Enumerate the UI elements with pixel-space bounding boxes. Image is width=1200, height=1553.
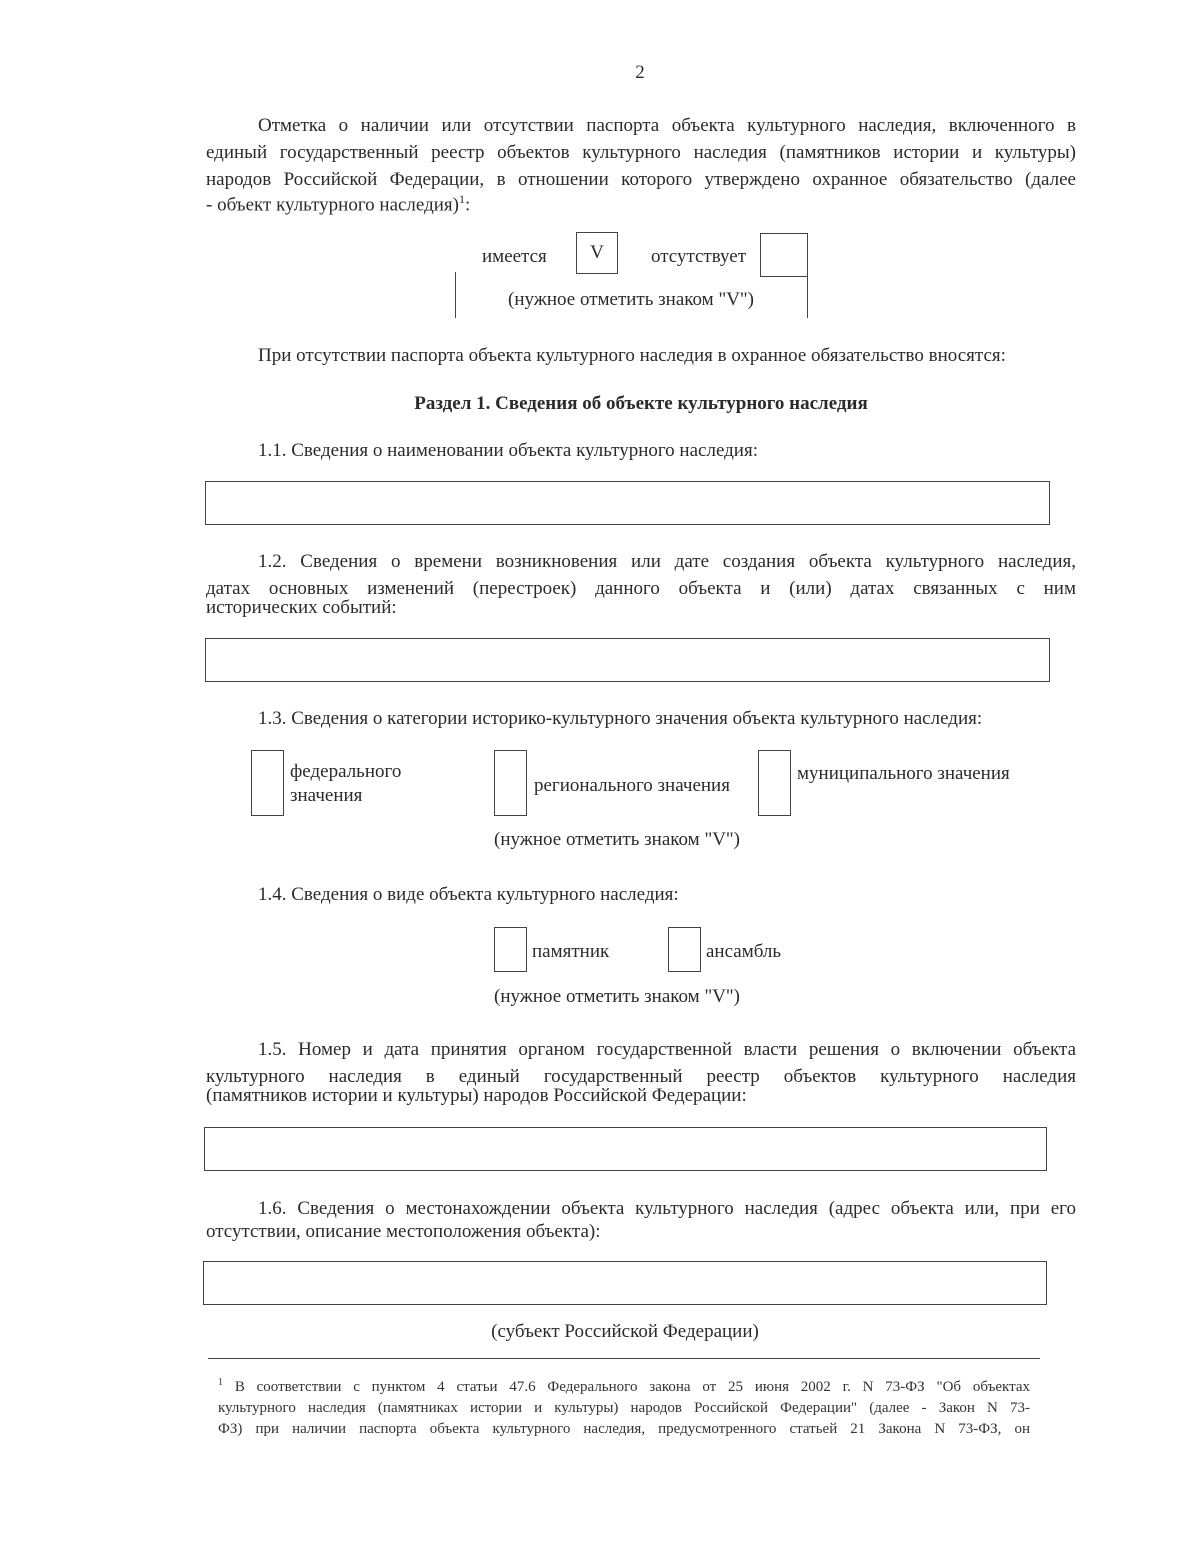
s1-5-line-1: 1.5. Номер и дата принятия органом государственной власти решения о включении объекта: [258, 1039, 1076, 1060]
page-number: 2: [635, 62, 645, 83]
intro-line-1: Отметка о наличии или отсутствии паспорта объекта культурного наследия, включенного в: [258, 115, 1076, 136]
intro-line-4-tail: :: [465, 194, 471, 216]
s1-2-line-2: датах основных изменений (перестроек) данного объекта и (или) датах связанных с ним: [206, 578, 1076, 599]
monument-label: памятник: [532, 941, 610, 962]
s1-1-name-field[interactable]: [205, 481, 1050, 525]
s1-3-hint: (нужное отметить знаком "V"): [494, 829, 740, 850]
intro-paragraph: [206, 112, 1076, 193]
footnote-separator: [208, 1358, 1040, 1359]
passport-choice-hint: (нужное отметить знаком "V"): [508, 289, 754, 310]
s1-6-line-2: отсутствии, описание местоположения объекта):: [206, 1221, 601, 1242]
ensemble-checkbox[interactable]: [668, 927, 701, 972]
municipal-checkbox[interactable]: [758, 750, 791, 816]
federal-checkbox[interactable]: [251, 750, 284, 816]
section-title: Раздел 1. Сведения об объекте культурного наследия: [414, 393, 868, 414]
s1-4-label: 1.4. Сведения о виде объекта культурного наследия:: [258, 884, 679, 905]
choice-frame-right-line: [807, 276, 808, 318]
s1-6-location-field[interactable]: [203, 1261, 1047, 1305]
monument-checkbox[interactable]: [494, 927, 527, 972]
s1-3-label: 1.3. Сведения о категории историко-культурного значения объекта культурного наследия:: [258, 708, 983, 729]
absent-passport-label: отсутствует: [651, 246, 747, 267]
footnote-mark: 1: [218, 1377, 223, 1388]
footnote: [218, 1372, 1030, 1440]
s1-6-line-1: 1.6. Сведения о местонахождении объекта культурного наследия (адрес объекта или, при его: [258, 1198, 1076, 1219]
has-passport-label: имеется: [482, 246, 547, 267]
s1-1-label: 1.1. Сведения о наименовании объекта культурного наследия:: [258, 440, 758, 461]
s1-5-line-3: (памятников истории и культуры) народов Российской Федерации:: [206, 1085, 747, 1106]
absence-note: При отсутствии паспорта объекта культурного наследия в охранное обязательство вносятся:: [258, 345, 1006, 366]
s1-4-hint: (нужное отметить знаком "V"): [494, 986, 740, 1007]
footnote-line-1: [218, 1372, 1030, 1398]
footnote-reference: 1: [459, 192, 466, 206]
s1-2-dates-field[interactable]: [205, 638, 1050, 682]
regional-label: регионального значения: [534, 775, 730, 796]
footnote-line-3: ФЗ) при наличии паспорта объекта культурного наследия, предусмотренного статьей 21 Закона N 73-ФЗ, он: [218, 1421, 1030, 1437]
intro-line-2: единый государственный реестр объектов культурного наследия (памятников истории и культуры): [206, 142, 1076, 163]
municipal-label: муниципального значения: [797, 763, 1010, 784]
footnote-line-1-text: В соответствии с пунктом 4 статьи 47.6 Федерального закона от 25 июня 2002 г. N 73-ФЗ "Об объектах: [234, 1379, 1030, 1395]
footnote-line-2: культурного наследия (памятниках истории и культуры) народов Российской Федерации" (далее - Закон N 73-: [218, 1400, 1030, 1416]
s1-5-line-2: культурного наследия в единый государственный реестр объектов культурного наследия: [206, 1066, 1076, 1087]
s1-5-decision-field[interactable]: [204, 1127, 1047, 1171]
intro-line-3: народов Российской Федерации, в отношении которого утверждено охранное обязательство (далее: [206, 169, 1076, 190]
choice-frame-left-line: [455, 272, 456, 318]
intro-line-4: - объект культурного наследия): [206, 194, 460, 216]
s1-2-line-1: 1.2. Сведения о времени возникновения или дате создания объекта культурного наследия,: [258, 551, 1076, 572]
federal-label-line-1: федерального: [290, 761, 402, 782]
s1-6-caption: (субъект Российской Федерации): [491, 1321, 759, 1342]
intro-line-4-wrap: [206, 186, 1076, 218]
federal-label: [290, 760, 401, 808]
s1-2-line-3: исторических событий:: [206, 597, 397, 618]
ensemble-label: ансамбль: [706, 941, 782, 962]
federal-label-line-2: значения: [290, 785, 363, 806]
regional-checkbox[interactable]: [494, 750, 527, 816]
absent-passport-checkbox[interactable]: [760, 233, 808, 277]
has-passport-checkbox[interactable]: V: [576, 232, 618, 274]
